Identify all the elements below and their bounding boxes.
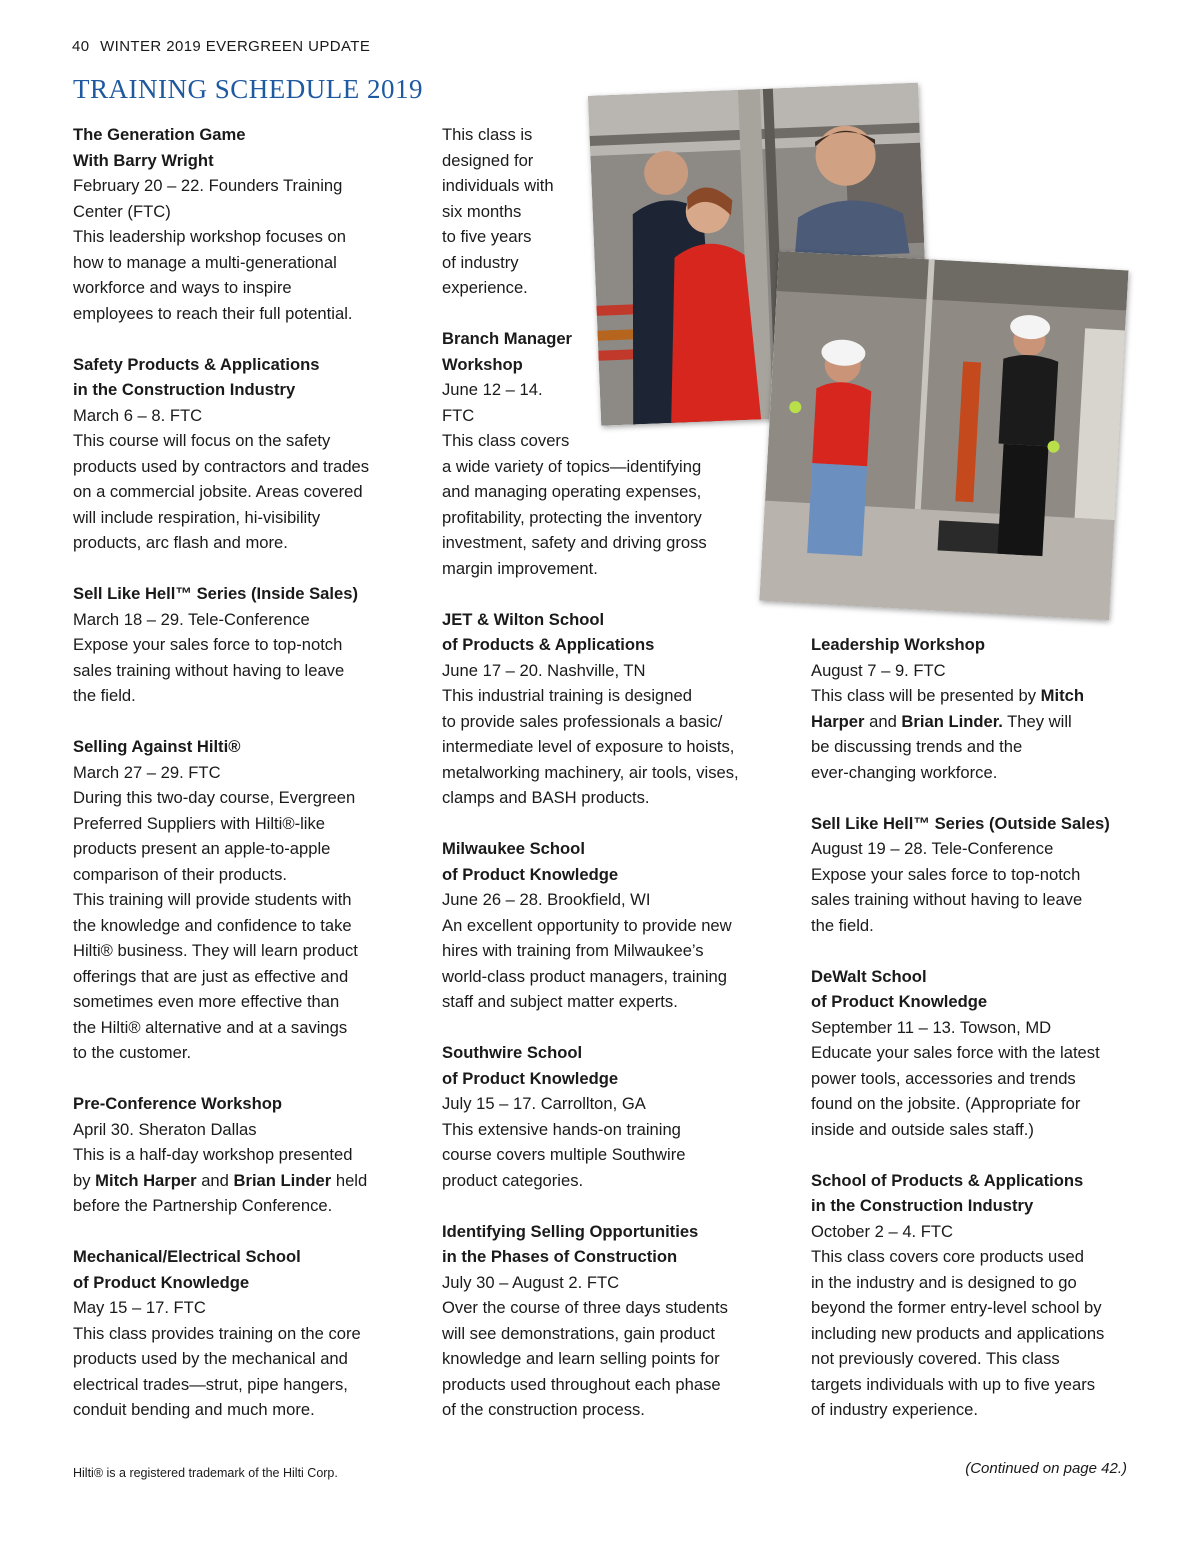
course-description <box>73 1168 413 1194</box>
course-date: February 20 – 22. Founders Training <box>73 176 343 195</box>
course-description: world-class product managers, training <box>442 966 727 986</box>
course-description: staff and subject matter experts. <box>442 992 678 1011</box>
page-number: 40 <box>72 38 90 55</box>
course-description: This leadership workshop focuses on <box>73 227 347 246</box>
course-description: workforce and ways to inspire <box>73 278 292 297</box>
course-date: August 19 – 28. Tele-Conference <box>811 839 1054 858</box>
course-title: Mechanical/Electrical School <box>73 1247 301 1266</box>
course-description: the field. <box>811 915 874 935</box>
course-description: beyond the former entry-level school by <box>811 1298 1102 1317</box>
course-description: Expose your sales force to top-notch <box>73 635 343 654</box>
course-entry <box>442 836 772 1015</box>
course-title: Sell Like Hell™ Series (Outside Sales) <box>811 813 1110 833</box>
course-description: inside and outside sales staff.) <box>811 1119 1034 1139</box>
course-date: June 12 – 14. <box>442 380 543 399</box>
course-description <box>811 683 1141 709</box>
course-description: Preferred Suppliers with Hilti®-like <box>73 813 325 833</box>
course-description: of industry <box>442 252 519 272</box>
course-entry <box>811 632 1141 785</box>
course-title: in the Construction Industry <box>811 1196 1034 1215</box>
presenter-name: Mitch Harper <box>95 1170 197 1190</box>
course-date: May 15 – 17. FTC <box>73 1298 206 1317</box>
course-entry <box>811 964 1141 1143</box>
course-description: a wide variety of topics—identifying <box>442 456 702 476</box>
course-entry <box>73 122 413 326</box>
course-title: Identifying Selling Opportunities <box>442 1221 699 1241</box>
course-description: products used throughout each phase <box>442 1374 721 1394</box>
text-run: held <box>331 1170 368 1190</box>
course-description: six months <box>442 201 522 221</box>
course-description: of industry experience. <box>811 1400 978 1419</box>
course-description: and managing operating expenses, <box>442 482 702 501</box>
course-title: School of Products & Applications <box>811 1170 1084 1190</box>
text-run: and <box>196 1170 234 1190</box>
course-description: This class is <box>442 125 533 144</box>
course-description: sales training without having to leave <box>811 890 1083 909</box>
course-date: July 15 – 17. Carrollton, GA <box>442 1094 646 1113</box>
course-description: This extensive hands-on training <box>442 1119 681 1139</box>
course-entry <box>73 581 413 709</box>
course-title: of Product Knowledge <box>73 1272 250 1292</box>
course-description: to five years <box>442 227 532 246</box>
course-description: of the construction process. <box>442 1400 645 1419</box>
course-date: September 11 – 13. Towson, MD <box>811 1017 1052 1037</box>
course-description: including new products and applications <box>811 1323 1105 1343</box>
course-date: March 27 – 29. FTC <box>73 762 221 782</box>
text-run: and <box>864 711 902 731</box>
course-description: electrical trades—strut, pipe hangers, <box>73 1374 348 1394</box>
course-description: conduit bending and much more. <box>73 1400 315 1419</box>
course-description: employees to reach their full potential. <box>73 303 353 323</box>
course-title: DeWalt School <box>811 966 927 986</box>
course-description: experience. <box>442 278 528 297</box>
running-header <box>72 38 370 55</box>
course-description: During this two-day course, Evergreen <box>73 788 356 807</box>
course-description: designed for <box>442 150 534 170</box>
course-date: July 30 – August 2. FTC <box>442 1272 620 1292</box>
course-entry <box>73 352 413 556</box>
course-title: The Generation Game <box>73 125 246 144</box>
course-description: margin improvement. <box>442 558 598 578</box>
course-description: sales training without having to leave <box>73 660 345 680</box>
course-title: in the Construction Industry <box>73 380 296 399</box>
course-title: Sell Like Hell™ Series (Inside Sales) <box>73 584 358 603</box>
course-description: found on the jobsite. (Appropriate for <box>811 1094 1081 1113</box>
course-title: JET & Wilton School <box>442 609 605 629</box>
course-description: to the customer. <box>73 1043 192 1062</box>
course-title: Southwire School <box>442 1043 583 1062</box>
course-description: Over the course of three days students <box>442 1298 728 1317</box>
course-entry <box>442 1040 772 1193</box>
course-description: sometimes even more effective than <box>73 992 340 1011</box>
course-description: products used by the mechanical and <box>73 1349 348 1368</box>
course-title: With Barry Wright <box>73 150 214 170</box>
course-entry <box>442 1219 772 1423</box>
course-title: Pre-Conference Workshop <box>73 1094 283 1113</box>
course-date: August 7 – 9. FTC <box>811 660 946 680</box>
course-date: June 17 – 20. Nashville, TN <box>442 660 646 680</box>
course-title: Leadership Workshop <box>811 635 985 654</box>
course-description: profitability, protecting the inventory <box>442 507 702 527</box>
course-description: This industrial training is designed <box>442 686 692 705</box>
course-description: intermediate level of exposure to hoists, <box>442 737 735 756</box>
course-description: in the industry and is designed to go <box>811 1272 1077 1292</box>
course-description: products present an apple-to-apple <box>73 839 331 858</box>
course-description: metalworking machinery, air tools, vises, <box>442 762 739 782</box>
presenter-name: Mitch <box>1040 686 1084 705</box>
course-description: Expose your sales force to top-notch <box>811 864 1081 884</box>
course-title: Branch Manager <box>442 329 573 348</box>
running-title: WINTER 2019 EVERGREEN UPDATE <box>100 38 371 55</box>
course-description: An excellent opportunity to provide new <box>442 915 732 935</box>
course-description: knowledge and learn selling points for <box>442 1349 720 1368</box>
text-run: They will <box>1002 711 1072 731</box>
course-description: offerings that are just as effective and <box>73 966 349 986</box>
course-description: investment, safety and driving gross <box>442 533 707 552</box>
course-title: in the Phases of Construction <box>442 1247 678 1266</box>
course-description: to provide sales professionals a basic/ <box>442 711 723 731</box>
course-entry <box>73 1244 413 1423</box>
course-description: power tools, accessories and trends <box>811 1068 1076 1088</box>
course-description: course covers multiple Southwire <box>442 1145 686 1164</box>
course-description: before the Partnership Conference. <box>73 1196 333 1215</box>
course-description: will include respiration, hi-visibility <box>73 507 321 527</box>
course-date: April 30. Sheraton Dallas <box>73 1119 257 1139</box>
course-title: Milwaukee School <box>442 839 585 858</box>
course-description: This course will focus on the safety <box>73 431 331 450</box>
photo-illustration <box>759 251 1128 620</box>
course-description: not previously covered. This class <box>811 1349 1060 1368</box>
course-title: of Product Knowledge <box>442 1068 619 1088</box>
footnote: Hilti® is a registered trademark of the Hilti Corp. <box>73 1466 338 1480</box>
course-description: products used by contractors and trades <box>73 456 370 476</box>
course-title: of Product Knowledge <box>811 992 988 1011</box>
presenter-name: Harper <box>811 711 865 731</box>
course-description: will see demonstrations, gain product <box>442 1323 716 1343</box>
course-description <box>811 709 1141 735</box>
course-title: of Product Knowledge <box>442 864 619 884</box>
course-date: Center (FTC) <box>73 201 171 221</box>
presenter-name: Brian Linder <box>233 1170 332 1190</box>
course-description: hires with training from Milwaukee’s <box>442 941 704 960</box>
course-entry <box>811 811 1141 939</box>
course-description: products, arc flash and more. <box>73 533 288 552</box>
course-description: Educate your sales force with the latest <box>811 1043 1100 1062</box>
course-description: product categories. <box>442 1170 584 1190</box>
course-description: how to manage a multi-generational <box>73 252 337 272</box>
training-photo-2 <box>759 251 1128 620</box>
course-description: This class covers core products used <box>811 1247 1084 1266</box>
course-description: on a commercial jobsite. Areas covered <box>73 482 363 501</box>
course-entry <box>442 607 772 811</box>
continued-note: (Continued on page 42.) <box>965 1460 1127 1477</box>
course-title: Workshop <box>442 354 523 374</box>
course-description: targets individuals with up to five years <box>811 1374 1096 1394</box>
course-date: March 18 – 29. Tele-Conference <box>73 609 310 629</box>
page-title: TRAINING SCHEDULE 2019 <box>73 74 423 104</box>
course-title: Selling Against Hilti® <box>73 737 241 756</box>
course-description: This is a half-day workshop presented <box>73 1145 353 1164</box>
column-left <box>73 122 413 1448</box>
course-entry <box>73 1091 413 1219</box>
course-description: This class provides training on the core <box>73 1323 361 1343</box>
course-description: This class covers <box>442 431 570 450</box>
course-date: March 6 – 8. FTC <box>73 405 203 425</box>
course-date: October 2 – 4. FTC <box>811 1221 954 1241</box>
course-entry <box>811 1168 1141 1423</box>
course-description: This training will provide students with <box>73 890 352 909</box>
text-run: This class will be presented by <box>811 686 1041 705</box>
text-run: by <box>73 1170 96 1190</box>
course-date: FTC <box>442 405 475 425</box>
course-description: clamps and BASH products. <box>442 788 650 807</box>
column-right <box>811 632 1141 1448</box>
course-description: individuals with <box>442 176 554 195</box>
course-description: comparison of their products. <box>73 864 287 884</box>
course-description: be discussing trends and the <box>811 737 1023 756</box>
course-entry <box>73 734 413 1066</box>
presenter-name: Brian Linder. <box>901 711 1003 731</box>
course-title: of Products & Applications <box>442 635 655 654</box>
course-description: Hilti® business. They will learn product <box>73 941 358 960</box>
course-date: June 26 – 28. Brookfield, WI <box>442 890 651 909</box>
course-description: the field. <box>73 686 136 705</box>
course-description: the knowledge and confidence to take <box>73 915 352 935</box>
course-description: the Hilti® alternative and at a savings <box>73 1017 348 1037</box>
course-title: Safety Products & Applications <box>73 354 320 374</box>
course-description: ever-changing workforce. <box>811 762 998 782</box>
